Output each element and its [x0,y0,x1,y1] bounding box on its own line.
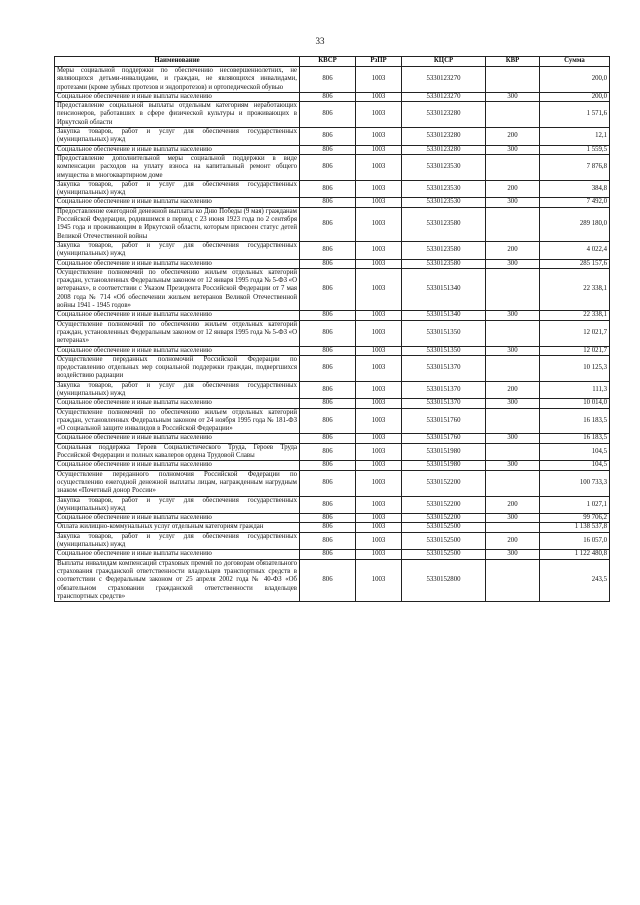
cell-name: Осуществление полномочий по обеспечению жильем отдельных категорий граждан, установленных Федеральным законом от 12 января 1995 года № 5-ФЗ «О ветеранах» [55,320,300,346]
cell-kcsr: 5330123530 [402,198,486,207]
table-row [55,198,610,207]
cell-sum: 104,5 [540,443,610,461]
cell-name: Социальное обеспечение и иные выплаты населению [55,311,300,320]
cell-sum: 7 492,0 [540,198,610,207]
cell-kcsr: 5330151370 [402,355,486,381]
cell-kcsr: 5330152200 [402,496,486,514]
cell-sum: 285 157,6 [540,259,610,268]
cell-kcsr: 5330151340 [402,268,486,310]
cell-kcsr: 5330123530 [402,180,486,198]
cell-name: Меры социальной поддержки по обеспечению несовершеннолетних, не являющихся детьми-инвалидами, и граждан, не являющихся инвалидами, протезами (кроме зубных протезов и эндопротезов) и ортопедической обувью [55,67,300,93]
cell-name: Осуществление переданного полномочия Российской Федерации по осуществлению ежегодной денежной выплаты лицам, награжденным нагрудным знаком «Почетный донор России» [55,470,300,496]
table-row [55,559,610,601]
cell-kvsr: 806 [300,207,356,241]
cell-kcsr: 5330152200 [402,514,486,523]
cell-kvsr: 806 [300,180,356,198]
cell-kvr: 300 [486,399,540,408]
cell-rzpr: 1003 [356,496,402,514]
cell-name: Предоставление социальной выплаты отдельным категориям неработающих пенсионеров, работавших в сфере физической культуры и проживающих в Иркутской области [55,102,300,128]
cell-kcsr: 5330151760 [402,408,486,434]
cell-rzpr: 1003 [356,207,402,241]
table-row [55,381,610,399]
column-header-name: Наименование [55,57,300,67]
cell-kcsr: 5330123580 [402,259,486,268]
cell-kvsr: 806 [300,128,356,146]
cell-kcsr: 5330152200 [402,470,486,496]
cell-kvr: 200 [486,128,540,146]
page-number: 33 [315,36,325,46]
cell-rzpr: 1003 [356,550,402,559]
cell-sum: 99 706,2 [540,514,610,523]
cell-kcsr: 5330151350 [402,346,486,355]
table-row [55,102,610,128]
table-row [55,470,610,496]
table-row [55,320,610,346]
cell-kcsr: 5330123270 [402,92,486,101]
cell-name: Закупка товаров, работ и услуг для обеспечения государственных (муниципальных) нужд [55,128,300,146]
cell-kvsr: 806 [300,532,356,550]
cell-kvsr: 806 [300,346,356,355]
column-header-rzpr: РзПР [356,57,402,67]
cell-sum: 22 338,1 [540,311,610,320]
cell-kcsr: 5330151370 [402,399,486,408]
cell-sum: 104,5 [540,461,610,470]
cell-rzpr: 1003 [356,92,402,101]
cell-rzpr: 1003 [356,259,402,268]
cell-sum: 384,8 [540,180,610,198]
cell-sum: 200,0 [540,92,610,101]
table-row [55,207,610,241]
cell-kvr: 300 [486,434,540,443]
cell-rzpr: 1003 [356,180,402,198]
cell-kvsr: 806 [300,408,356,434]
table-row [55,311,610,320]
cell-kvsr: 806 [300,470,356,496]
cell-kcsr: 5330123270 [402,67,486,93]
cell-kvr: 300 [486,198,540,207]
cell-name: Предоставление дополнительной меры социальной поддержки в виде компенсации расходов на уплату взноса на капитальный ремонт общего имущества в многоквартирном доме [55,154,300,180]
cell-sum: 1 559,5 [540,145,610,154]
table-row [55,523,610,532]
cell-name: Социальное обеспечение и иные выплаты населению [55,434,300,443]
cell-rzpr: 1003 [356,514,402,523]
cell-rzpr: 1003 [356,320,402,346]
cell-name: Осуществление полномочий по обеспечению жильем отдельных категорий граждан, установленных Федеральным законом от 24 ноября 1995 года № 181-ФЗ «О социальной защите инвалидов в Российской Федерации» [55,408,300,434]
cell-kvsr: 806 [300,434,356,443]
cell-kcsr: 5330123280 [402,128,486,146]
cell-kvr [486,102,540,128]
cell-kvr [486,320,540,346]
cell-kvr: 200 [486,496,540,514]
cell-rzpr: 1003 [356,346,402,355]
cell-sum: 16 183,5 [540,408,610,434]
cell-kvr: 200 [486,180,540,198]
cell-name: Социальное обеспечение и иные выплаты населению [55,92,300,101]
cell-kvsr: 806 [300,514,356,523]
cell-kvsr: 806 [300,496,356,514]
cell-kvsr: 806 [300,461,356,470]
cell-kcsr: 5330123580 [402,241,486,259]
table-row [55,180,610,198]
cell-sum: 200,0 [540,67,610,93]
cell-name: Предоставление ежегодной денежной выплаты ко Дню Победы (9 мая) гражданам Российской Федерации, родившимся в период с 23 июня 1923 года по 2 сентября 1945 года и проживающим в Иркутской области, которым присвоен статус детей Великой Отечественной войны [55,207,300,241]
table-row [55,241,610,259]
cell-rzpr: 1003 [356,198,402,207]
cell-rzpr: 1003 [356,443,402,461]
cell-rzpr: 1003 [356,399,402,408]
cell-name: Социальное обеспечение и иные выплаты населению [55,399,300,408]
cell-kcsr: 5330123530 [402,154,486,180]
cell-name: Социальное обеспечение и иные выплаты населению [55,514,300,523]
cell-rzpr: 1003 [356,102,402,128]
cell-name: Осуществление полномочий по обеспечению жильем отдельных категорий граждан, установленных Федеральным законом от 12 января 1995 года № 5-ФЗ «О ветеранах», в соответствии с Указом Президента Российской Федерации от 7 мая 2008 года № 714 «Об обеспечении жильем ветеранов Великой Отечественной войны 1941 - 1945 годов» [55,268,300,310]
cell-rzpr: 1003 [356,355,402,381]
cell-kvr [486,207,540,241]
cell-sum: 10 014,0 [540,399,610,408]
cell-sum: 111,3 [540,381,610,399]
column-header-sum: Сумма [540,57,610,67]
cell-kcsr: 5330151340 [402,311,486,320]
cell-kvr: 300 [486,311,540,320]
cell-name: Социальное обеспечение и иные выплаты населению [55,198,300,207]
cell-kvr: 300 [486,550,540,559]
cell-rzpr: 1003 [356,145,402,154]
cell-sum: 100 733,3 [540,470,610,496]
cell-name: Закупка товаров, работ и услуг для обеспечения государственных (муниципальных) нужд [55,381,300,399]
cell-kvr [486,67,540,93]
cell-kvr [486,470,540,496]
cell-kvr: 300 [486,461,540,470]
table-row [55,346,610,355]
cell-rzpr: 1003 [356,408,402,434]
cell-kvr: 300 [486,346,540,355]
cell-sum: 7 876,8 [540,154,610,180]
cell-sum: 289 180,0 [540,207,610,241]
cell-kvr: 300 [486,259,540,268]
cell-kvsr: 806 [300,381,356,399]
cell-sum: 243,5 [540,559,610,601]
cell-sum: 12 021,7 [540,346,610,355]
cell-kcsr: 5330151760 [402,434,486,443]
cell-kcsr: 5330151980 [402,461,486,470]
table-row [55,268,610,310]
cell-rzpr: 1003 [356,523,402,532]
cell-kvsr: 806 [300,268,356,310]
cell-kvsr: 806 [300,259,356,268]
table-row [55,355,610,381]
cell-sum: 12,1 [540,128,610,146]
table-row [55,496,610,514]
table-row [55,154,610,180]
cell-kcsr: 5330152500 [402,523,486,532]
cell-kvsr: 806 [300,145,356,154]
cell-kvsr: 806 [300,198,356,207]
cell-sum: 16 183,5 [540,434,610,443]
cell-kvsr: 806 [300,559,356,601]
cell-name: Социальное обеспечение и иные выплаты населению [55,461,300,470]
cell-kvsr: 806 [300,311,356,320]
cell-name: Социальное обеспечение и иные выплаты населению [55,259,300,268]
cell-kvsr: 806 [300,67,356,93]
cell-sum: 16 057,0 [540,532,610,550]
table-row [55,408,610,434]
cell-kvr [486,154,540,180]
cell-sum: 12 021,7 [540,320,610,346]
cell-kcsr: 5330152500 [402,550,486,559]
cell-kvr [486,408,540,434]
cell-sum: 1 122 480,8 [540,550,610,559]
table-row [55,550,610,559]
cell-rzpr: 1003 [356,268,402,310]
cell-kvr: 300 [486,145,540,154]
cell-kcsr: 5330151370 [402,381,486,399]
table-row [55,399,610,408]
cell-rzpr: 1003 [356,532,402,550]
cell-kvr [486,355,540,381]
cell-rzpr: 1003 [356,67,402,93]
cell-kcsr: 5330151980 [402,443,486,461]
column-header-kvr: КВР [486,57,540,67]
cell-kvsr: 806 [300,102,356,128]
cell-rzpr: 1003 [356,559,402,601]
cell-rzpr: 1003 [356,461,402,470]
cell-rzpr: 1003 [356,311,402,320]
cell-kvsr: 806 [300,355,356,381]
cell-name: Закупка товаров, работ и услуг для обеспечения государственных (муниципальных) нужд [55,241,300,259]
cell-kvr [486,268,540,310]
cell-kcsr: 5330152800 [402,559,486,601]
cell-kvr: 200 [486,241,540,259]
cell-name: Социальное обеспечение и иные выплаты населению [55,346,300,355]
table-row [55,128,610,146]
cell-kvsr: 806 [300,550,356,559]
cell-rzpr: 1003 [356,241,402,259]
cell-sum: 1 571,6 [540,102,610,128]
cell-name: Закупка товаров, работ и услуг для обеспечения государственных (муниципальных) нужд [55,496,300,514]
cell-kvr: 300 [486,92,540,101]
cell-kcsr: 5330151350 [402,320,486,346]
table-row [55,67,610,93]
column-header-kcsr: КЦСР [402,57,486,67]
cell-name: Социальное обеспечение и иные выплаты населению [55,145,300,154]
cell-kvr [486,559,540,601]
cell-name: Оплата жилищно-коммунальных услуг отдельным категориям граждан [55,523,300,532]
table-row [55,145,610,154]
cell-kvr [486,443,540,461]
cell-kvsr: 806 [300,320,356,346]
table-header-row [55,57,610,67]
table-row [55,443,610,461]
table-row [55,434,610,443]
cell-kvr: 300 [486,514,540,523]
cell-sum: 22 338,1 [540,268,610,310]
cell-kvsr: 806 [300,523,356,532]
cell-kvr: 200 [486,532,540,550]
table-row [55,461,610,470]
cell-sum: 1 027,1 [540,496,610,514]
column-header-kvsr: КВСР [300,57,356,67]
cell-sum: 10 125,3 [540,355,610,381]
cell-kcsr: 5330123280 [402,145,486,154]
cell-sum: 4 022,4 [540,241,610,259]
cell-kvr [486,523,540,532]
table-row [55,532,610,550]
cell-rzpr: 1003 [356,154,402,180]
cell-kcsr: 5330123280 [402,102,486,128]
cell-rzpr: 1003 [356,128,402,146]
cell-name: Выплаты инвалидам компенсаций страховых премий по договорам обязательного страхования гражданской ответственности владельцев транспортных средств в соответствии с Федеральным законом от 25 апреля 2002 года № 40-ФЗ «Об обязательном страховании гражданской ответственности владельцев транспортных средств» [55,559,300,601]
budget-table [54,56,610,602]
cell-rzpr: 1003 [356,381,402,399]
cell-kvsr: 806 [300,92,356,101]
cell-rzpr: 1003 [356,470,402,496]
cell-kvr: 200 [486,381,540,399]
cell-kcsr: 5330123580 [402,207,486,241]
cell-name: Социальная поддержка Героев Социалистического Труда, Героев Труда Российской Федерации и полных кавалеров ордена Трудовой Славы [55,443,300,461]
cell-rzpr: 1003 [356,434,402,443]
cell-name: Закупка товаров, работ и услуг для обеспечения государственных (муниципальных) нужд [55,532,300,550]
table-row [55,259,610,268]
cell-sum: 1 138 537,8 [540,523,610,532]
table-row [55,92,610,101]
cell-name: Социальное обеспечение и иные выплаты населению [55,550,300,559]
table-row [55,514,610,523]
cell-kvsr: 806 [300,399,356,408]
cell-kcsr: 5330152500 [402,532,486,550]
cell-kvsr: 806 [300,241,356,259]
cell-kvsr: 806 [300,154,356,180]
cell-name: Осуществление переданных полномочий Российской Федерации по предоставлению отдельных мер социальной поддержки граждан, подвергшихся воздействию радиации [55,355,300,381]
cell-kvsr: 806 [300,443,356,461]
cell-name: Закупка товаров, работ и услуг для обеспечения государственных (муниципальных) нужд [55,180,300,198]
